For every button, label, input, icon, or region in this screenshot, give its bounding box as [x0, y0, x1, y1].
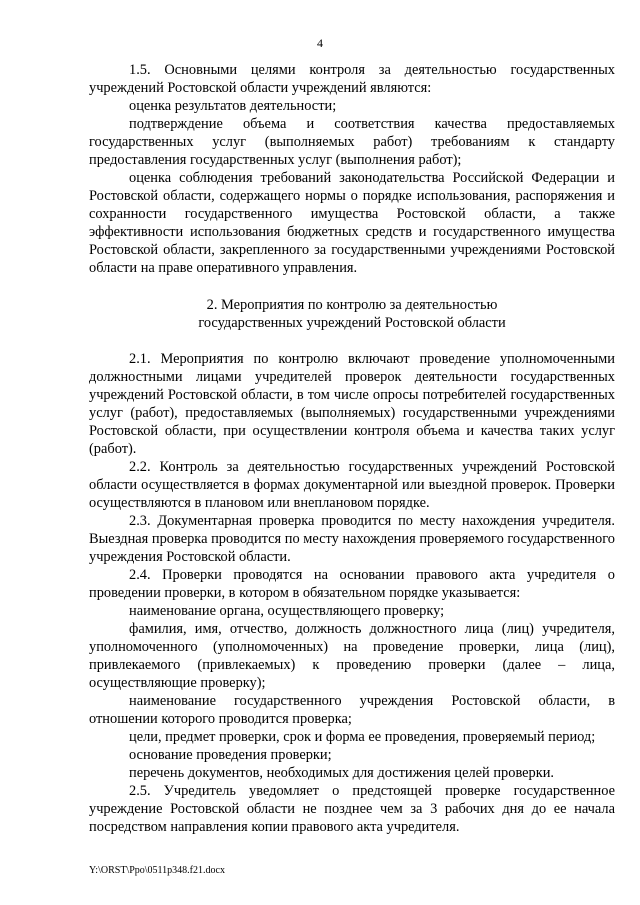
list-item: наименование государственного учреждения Ростовской области, в отношении которого проводится проверка; [89, 693, 615, 727]
section-heading-line-1: 2. Мероприятия по контролю за деятельностью [206, 297, 498, 313]
list-item: перечень документов, необходимых для достижения целей проверки. [129, 765, 555, 781]
paragraph-1-5: 1.5. Основными целями контроля за деятельностью государственных учреждений Ростовской области учреждений являются: [89, 62, 615, 96]
paragraph-2-2: 2.2. Контроль за деятельностью государственных учреждений Ростовской области осуществляется в формах документарной или выездной проверок. Проверки осуществляются в плановом или внеплановом порядке. [89, 459, 615, 511]
paragraph-2-4: 2.4. Проверки проводятся на основании правового акта учредителя о проведении проверки, в котором в обязательном порядке указывается: [89, 567, 615, 601]
document-body [89, 61, 615, 836]
paragraph-2-5: 2.5. Учредитель уведомляет о предстоящей проверке государственное учреждение Ростовской области не позднее чем за 3 рабочих дня до ее начала посредством направления копии правового акта учредителя. [89, 783, 615, 835]
list-item: наименование органа, осуществляющего проверку; [129, 603, 445, 619]
paragraph-2-3: 2.3. Документарная проверка проводится по месту нахождения учредителя. Выездная проверка проводится по месту нахождения проверяемого государственного учреждения Ростовской области. [89, 513, 615, 565]
section-heading-line-2: государственных учреждений Ростовской области [198, 315, 506, 331]
list-item: основание проведения проверки; [129, 747, 332, 763]
section-2-heading [89, 296, 615, 332]
list-item: подтверждение объема и соответствия качества предоставляемых государственных услуг (выполняемых работ) требованиям к стандарту предоставления государственных услуг (выполнения работ); [89, 116, 615, 168]
footer-file-path: Y:\ORST\Ppo\0511p348.f21.docx [89, 865, 225, 876]
list-item: цели, предмет проверки, срок и форма ее проведения, проверяемый период; [129, 729, 596, 745]
paragraph-2-1: 2.1. Мероприятия по контролю включают проведение уполномоченными должностными лицами учредителей проверок деятельности государственных учреждений Ростовской области, в том числе опросы потребителей государственных услуг (работ), предоставляемых (выполняемых) государственными учреждениями Ростовской области, при осуществлении контроля объема и качества таких услуг (работ). [89, 351, 615, 457]
list-item: оценка соблюдения требований законодательства Российской Федерации и Ростовской области, содержащего нормы о порядке использования, распоряжения и сохранности государственного имущества Ростовской области, а также эффективности использования бюджетных средств и государственного имущества Ростовской области, закрепленного за государственными учреждениями Ростовской области на праве оперативного управления. [89, 170, 615, 276]
list-item: фамилия, имя, отчество, должность должностного лица (лиц) учредителя, уполномоченного (уполномоченных) на проведение проверки, лица (лиц), привлекаемого (привлекаемых) к проведению проверки (далее – лица, осуществляющие проверку); [89, 621, 615, 691]
page-number: 4 [317, 36, 323, 50]
list-item: оценка результатов деятельности; [129, 98, 337, 114]
